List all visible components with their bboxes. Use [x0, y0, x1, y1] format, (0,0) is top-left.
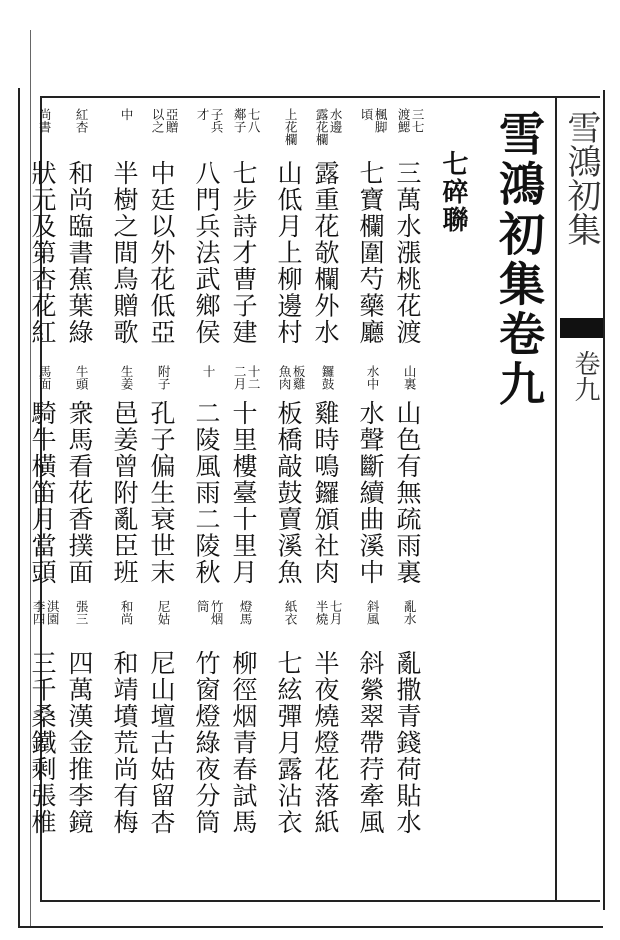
next-page-right-edge [603, 90, 605, 910]
verse-annotation: 山裏 [402, 365, 418, 390]
verse-line: 七步詩才曹子建 [229, 160, 258, 346]
verse-line: 山低月上柳邊村 [274, 160, 303, 346]
frame-top [40, 96, 600, 98]
verse-annotation: 半燒 [314, 600, 330, 625]
verse-annotation: 魚肉 [277, 365, 293, 390]
verse-line: 竹窗燈綠夜分筒 [192, 650, 221, 836]
verse-line: 雞時鳴鑼頒社肉 [311, 400, 340, 586]
verse-annotation: 板雞 [291, 365, 307, 390]
verse-line: 斜縈翠帶荇牽風 [356, 650, 385, 836]
verse-annotation: 李四 [31, 600, 47, 625]
verse-annotation: 淇園 [45, 600, 61, 625]
verse-annotation: 鑼鼓 [320, 365, 336, 390]
verse-line: 騎牛橫笛月當頭 [28, 400, 57, 586]
verse-line: 露重花欹欄外水 [311, 160, 340, 346]
verse-annotation: 以之 [150, 108, 166, 133]
section-heading: 七碎聯 [438, 150, 468, 234]
verse-line: 邑姜曾附亂臣班 [110, 400, 139, 586]
verse-annotation: 渡鰓 [396, 108, 412, 133]
verse-annotation: 楓脚 [373, 108, 389, 133]
verse-annotation: 斜風 [365, 600, 381, 625]
verse-line: 衆馬看花香撲面 [65, 400, 94, 586]
verse-line: 板橋敲鼓賣溪魚 [274, 400, 303, 586]
verse-annotation: 亞贈 [164, 108, 180, 133]
verse-line: 孔子偏生衰世末 [147, 400, 176, 586]
verse-line: 半樹之間鳥贈歌 [110, 160, 139, 346]
verse-annotation: 牛頭 [74, 365, 90, 390]
verse-line: 水聲斷續曲溪中 [356, 400, 385, 586]
left-binding-line [18, 88, 20, 928]
verse-annotation: 子兵 [209, 108, 225, 133]
verse-annotation: 筒 [195, 600, 211, 613]
verse-line: 八門兵法武鄉侯 [192, 160, 221, 346]
verse-annotation: 七八 [246, 108, 262, 133]
verse-annotation: 紙衣 [283, 600, 299, 625]
verse-annotation: 竹烟 [209, 600, 225, 625]
verse-line: 柳徑烟青春試馬 [229, 650, 258, 836]
next-page-title: 雪鴻初集 [561, 110, 601, 246]
frame-bottom [40, 900, 600, 902]
verse-annotation: 紅杏 [74, 108, 90, 133]
verse-line: 三千桑鐵剩張椎 [28, 650, 57, 836]
verse-annotation: 頃 [359, 108, 375, 121]
verse-annotation: 亂水 [402, 600, 418, 625]
verse-line: 亂撒青錢荷貼水 [393, 650, 422, 836]
page-title: 雪鴻初集卷九 [492, 110, 546, 410]
verse-line: 和靖墳荒尚有梅 [110, 650, 139, 836]
verse-annotation: 馬面 [37, 365, 53, 390]
verse-line: 中廷以外花低亞 [147, 160, 176, 346]
verse-annotation: 水中 [365, 365, 381, 390]
verse-annotation: 七月 [328, 600, 344, 625]
verse-annotation: 尚書 [37, 108, 53, 133]
verse-annotation: 附子 [156, 365, 172, 390]
verse-line: 和尚臨書蕉葉綠 [65, 160, 94, 346]
verse-annotation: 水邊 [328, 108, 344, 133]
verse-annotation: 上花欄 [283, 108, 299, 146]
verse-line: 七寶欄圍芍藥廳 [356, 160, 385, 346]
verse-annotation: 生姜 [119, 365, 135, 390]
verse-annotation: 鄰子 [232, 108, 248, 133]
verse-annotation: 中 [119, 108, 135, 121]
verse-annotation: 十 [201, 365, 217, 378]
verse-annotation: 尼姑 [156, 600, 172, 625]
verse-line: 十里樓臺十里月 [229, 400, 258, 586]
verse-annotation: 十二 [246, 365, 262, 390]
next-page-volume: 卷九 [570, 350, 600, 402]
verse-line: 四萬漢金推李鏡 [65, 650, 94, 836]
verse-annotation: 才 [195, 108, 211, 121]
verse-annotation: 三七 [410, 108, 426, 133]
verse-line: 七絃彈月露沾衣 [274, 650, 303, 836]
verse-line: 山色有無疏雨裏 [393, 400, 422, 586]
verse-line: 三萬水漲桃花渡 [393, 160, 422, 346]
verse-annotation: 和尚 [119, 600, 135, 625]
bottom-edge [18, 926, 603, 928]
verse-annotation: 露花欄 [314, 108, 330, 146]
verse-line: 尼山壇古姑留杏 [147, 650, 176, 836]
verse-annotation: 二月 [232, 365, 248, 390]
verse-annotation: 燈馬 [238, 600, 254, 625]
verse-line: 二陵風雨二陵秋 [192, 400, 221, 586]
verse-annotation: 張三 [74, 600, 90, 625]
verse-line: 半夜燒燈花落紙 [311, 650, 340, 836]
verse-line: 狀元及第杏花紅 [28, 160, 57, 346]
fishtail-mark [560, 318, 604, 338]
